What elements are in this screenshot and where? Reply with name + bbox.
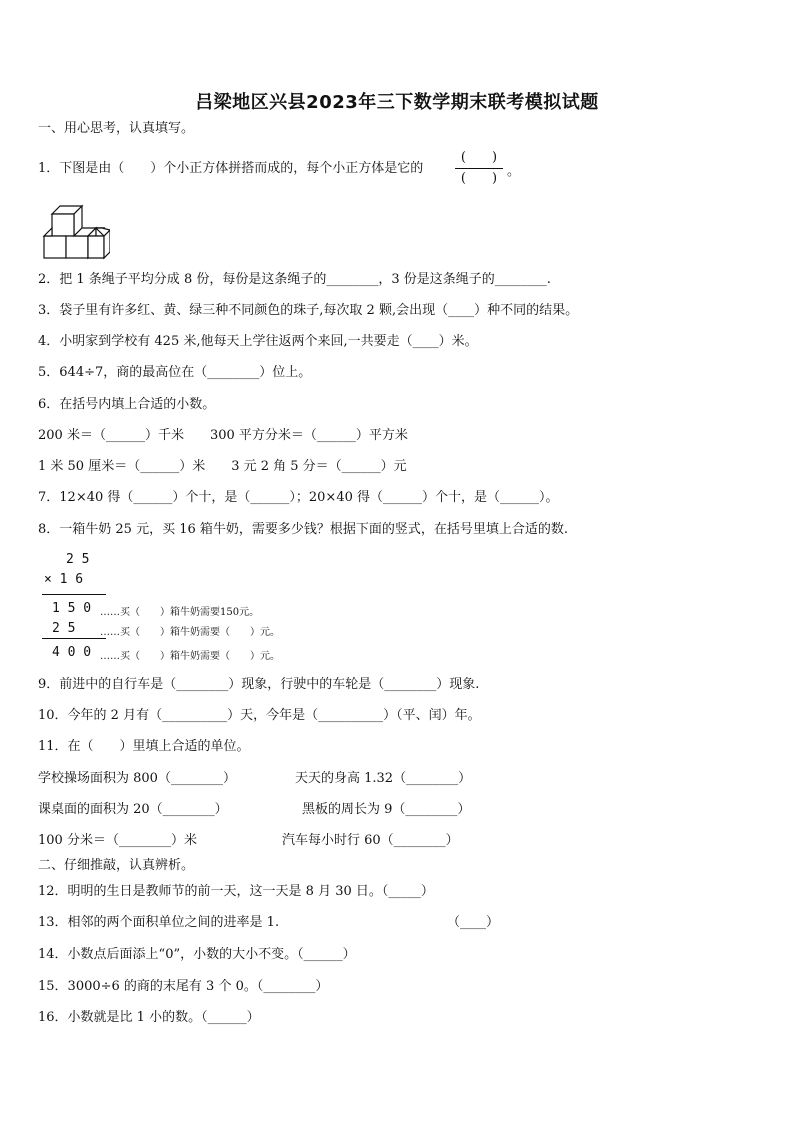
calc-partial-1: 1 5 0: [52, 601, 92, 616]
numerator-blank: ( ): [460, 150, 498, 165]
question-16: 16．小数就是比 1 小的数。（______）: [38, 1010, 260, 1025]
question-14: 14．小数点后面添上“0”，小数的大小不变。（______）: [38, 947, 356, 962]
question-7: 7．12×40 得（______）个十，是（______）；20×40 得（______）个十，是（______）。: [38, 490, 559, 505]
cube-figure: [40, 204, 110, 262]
section-heading-1: 一、用心思考，认真填写。: [38, 121, 195, 136]
question-12: 12．明明的生日是教师节的前一天，这一天是 8 月 30 日。（_____）: [38, 884, 434, 899]
calc-multiplier: × 1 6: [44, 572, 84, 587]
question-11a: 学校操场面积为 800（________）: [38, 771, 236, 786]
calc-multiplicand: 2 5: [66, 552, 90, 567]
cube-front-face: [44, 236, 66, 258]
question-8: 8．一箱牛奶 25 元，买 16 箱牛奶，需要多少钱？根据下面的竖式，在括号里填上合适的数.: [38, 522, 569, 537]
cube-top-face: [44, 228, 52, 236]
fraction-bar: [455, 168, 503, 169]
denominator-blank: ( ): [460, 171, 498, 186]
calc-partial-2: 2 5: [52, 621, 76, 636]
cube-front-face: [52, 214, 74, 236]
question-11c: 课桌面的面积为 20（________）: [38, 802, 228, 817]
question-4: 4．小明家到学校有 425 米,他每天上学往返两个来回,一共要走（____）米。: [38, 334, 478, 349]
question-11f: 汽车每小时行 60（________）: [282, 833, 459, 848]
cube-front-face: [88, 236, 104, 258]
question-6a: 200 米＝（______）千米 300 平方分米＝（______）平方米: [38, 428, 408, 443]
calc-rule: [42, 638, 106, 639]
question-13-blank: （____）: [447, 915, 500, 930]
question-11: 11．在（ ）里填上合适的单位。: [38, 739, 250, 754]
question-11d: 黑板的周长为 9（________）: [302, 802, 471, 817]
question-5: 5．644÷7，商的最高位在（________）位上。: [38, 365, 312, 380]
calc-note-3: ……买（ ）箱牛奶需要（ ）元。: [100, 651, 280, 662]
calc-note-2: ……买（ ）箱牛奶需要（ ）元。: [100, 627, 280, 638]
question-9: 9．前进中的自行车是（________）现象，行驶中的车轮是（________）现象.: [38, 677, 480, 692]
question-6b: 1 米 50 厘米＝（______）米 3 元 2 角 5 分＝（______）元: [38, 459, 407, 474]
question-1-end: 。: [507, 164, 521, 179]
question-2: 2．把 1 条绳子平均分成 8 份，每份是这条绳子的________，3 份是这条绳子的________.: [38, 272, 551, 287]
question-11e: 100 分米＝（________）米: [38, 833, 197, 848]
question-11b: 天天的身高 1.32（________）: [295, 771, 472, 786]
question-13: 13．相邻的两个面积单位之间的进率是 1.: [38, 915, 280, 930]
section-heading-2: 二、仔细推敲，认真辨析。: [38, 858, 195, 873]
cube-front-face: [66, 236, 88, 258]
question-10: 10．今年的 2 月有（__________）天，今年是（__________）（平、闰）年。: [38, 708, 481, 723]
question-3: 3．袋子里有许多红、黄、绿三种不同颜色的珠子,每次取 2 颗,会出现（____）种不同的结果。: [38, 303, 579, 318]
page-title: 吕梁地区兴县2023年三下数学期末联考模拟试题: [195, 92, 599, 113]
question-1: 1．下图是由（ ）个小正方体拼搭而成的，每个小正方体是它的: [38, 161, 424, 176]
question-15: 15．3000÷6 的商的末尾有 3 个 0。（________）: [38, 979, 329, 994]
calc-product: 4 0 0: [52, 645, 92, 660]
calc-rule: [42, 594, 106, 595]
calc-note-1: ……买（ ）箱牛奶需要150元。: [100, 607, 260, 618]
fraction-blank: [455, 149, 503, 188]
question-6: 6．在括号内填上合适的小数。: [38, 397, 216, 412]
